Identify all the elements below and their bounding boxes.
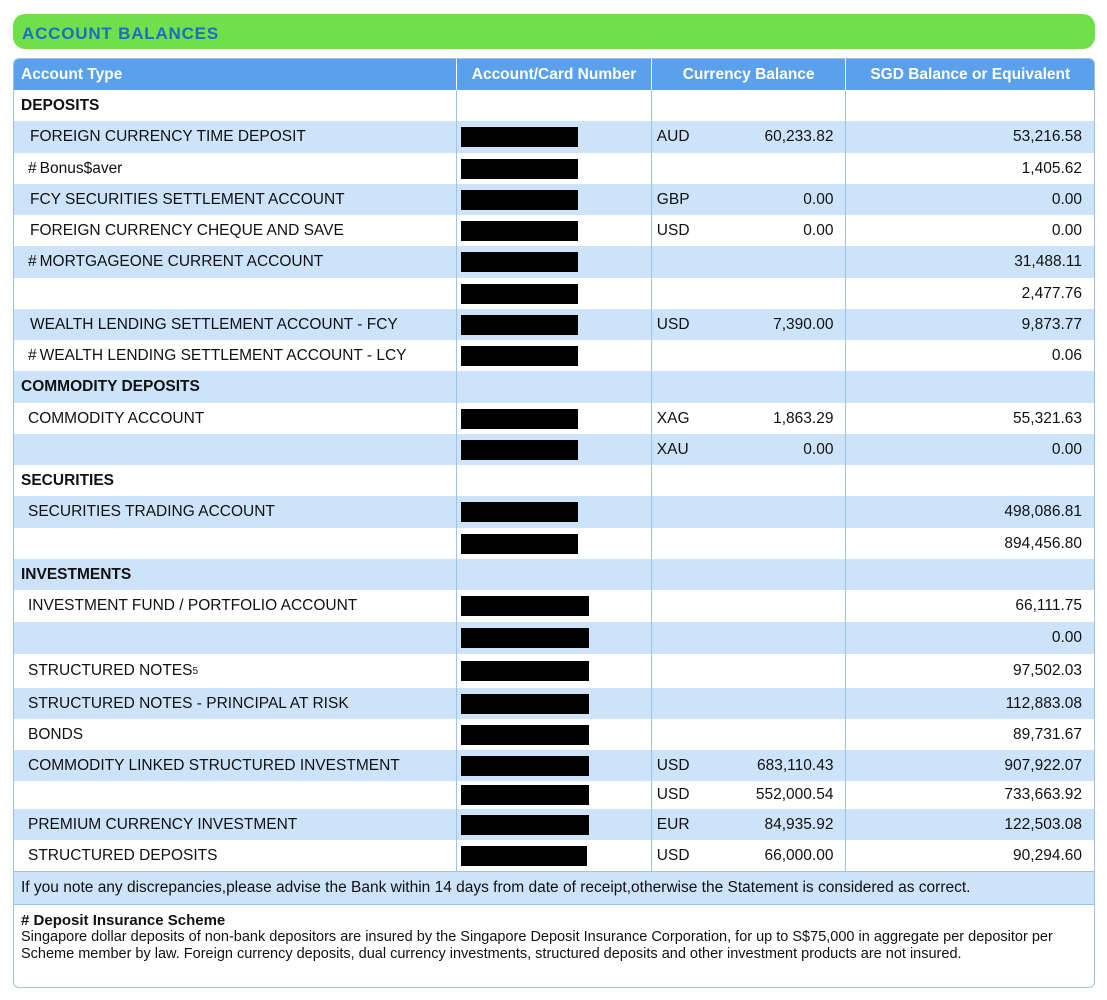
currency-balance-cell: [652, 465, 847, 496]
table-row: [14, 622, 1094, 654]
sgd-amount: 0.06: [1051, 346, 1082, 364]
account-number-cell: [457, 750, 652, 781]
account-number-cell: [457, 403, 652, 434]
section-title: ACCOUNT BALANCES: [22, 24, 219, 43]
sgd-balance-cell: [846, 622, 1094, 654]
account-number-cell: [457, 371, 652, 403]
table-row: [14, 215, 1094, 246]
sgd-balance-cell: [846, 371, 1094, 403]
sgd-balance-cell: [846, 340, 1094, 371]
redacted-account-number: [461, 694, 589, 714]
account-type-label: STRUCTURED NOTES: [28, 662, 193, 679]
currency-amount: 683,110.43: [757, 756, 834, 774]
currency-code: XAG: [656, 409, 690, 427]
col-account-type: Account Type: [14, 59, 457, 90]
account-type-label: FOREIGN CURRENCY TIME DEPOSIT: [30, 128, 306, 145]
redacted-account-number: [461, 628, 589, 648]
table-row: [14, 719, 1094, 750]
redacted-account-number: [461, 159, 578, 179]
currency-balance-cell: [652, 654, 847, 688]
account-number-cell: [457, 465, 652, 496]
account-type-label: INVESTMENT FUND / PORTFOLIO ACCOUNT: [28, 597, 358, 614]
table-row: [14, 309, 1094, 340]
currency-balance-cell: [652, 184, 847, 215]
redacted-account-number: [461, 534, 578, 554]
account-number-cell: [457, 559, 652, 590]
sgd-amount: 0.00: [1051, 440, 1082, 458]
hash-marker: #: [28, 159, 37, 177]
account-type-label: FOREIGN CURRENCY CHEQUE AND SAVE: [30, 221, 344, 239]
redacted-account-number: [461, 346, 578, 366]
account-type-label: PREMIUM CURRENCY INVESTMENT: [28, 815, 298, 833]
discrepancy-note: If you note any discrepancies,please advise the Bank within 14 days from date of receipt,otherwise the Statement is considered as correct.: [14, 871, 1094, 904]
account-type-label: STRUCTURED DEPOSITS: [28, 846, 218, 864]
section-row: [14, 559, 1094, 590]
account-type-cell: [14, 781, 457, 809]
currency-balance-cell: [652, 528, 847, 559]
account-type-label: INVESTMENTS: [21, 565, 132, 583]
disclaimer-body: Singapore dollar deposits of non-bank depositors are insured by the Singapore Deposit Insurance Corporation, for up to S$75,000 in aggregate per depositor per Scheme member by law. Foreign currency deposits, dual currency investments, structured deposits and other investment products are not insured.: [21, 929, 1053, 962]
currency-code: USD: [656, 221, 690, 239]
table-row: [14, 403, 1094, 434]
sgd-amount: 31,488.11: [1014, 253, 1082, 270]
disclaimer-hash: #: [21, 912, 30, 929]
sgd-balance-cell: [846, 688, 1094, 719]
sgd-balance-cell: [846, 121, 1094, 153]
sgd-amount: 0.00: [1051, 629, 1082, 646]
account-type-cell: [14, 434, 457, 465]
account-type-cell: [14, 528, 457, 559]
sgd-amount: 112,883.08: [1005, 694, 1082, 712]
currency-balance-cell: [652, 809, 847, 840]
sgd-amount: 498,086.81: [1004, 503, 1082, 520]
section-label: [14, 559, 457, 590]
account-number-cell: [457, 654, 652, 688]
currency-amount: 0.00: [803, 221, 834, 239]
currency-amount: 66,000.00: [764, 846, 834, 864]
sgd-amount: 733,663.92: [1004, 786, 1082, 803]
table-row: [14, 121, 1094, 153]
account-type-cell: [14, 809, 457, 840]
sgd-balance-cell: [846, 528, 1094, 559]
account-type-label: WEALTH LENDING SETTLEMENT ACCOUNT - FCY: [30, 315, 398, 333]
account-type-cell: [14, 590, 457, 622]
sgd-amount: 122,503.08: [1004, 815, 1082, 833]
sgd-balance-cell: [846, 434, 1094, 465]
sgd-amount: 90,294.60: [1013, 846, 1082, 864]
account-type-cell: [14, 246, 457, 278]
section-label: [14, 90, 457, 121]
table-row: [14, 278, 1094, 309]
currency-balance-cell: [652, 496, 847, 528]
currency-balance-cell: [652, 840, 847, 871]
account-type-label: COMMODITY DEPOSITS: [21, 378, 200, 395]
sgd-balance-cell: [846, 809, 1094, 840]
redacted-account-number: [461, 221, 578, 241]
redacted-account-number: [461, 785, 589, 805]
table-row: [14, 434, 1094, 465]
currency-balance-cell: [652, 90, 847, 121]
sgd-balance-cell: [846, 840, 1094, 871]
redacted-account-number: [461, 815, 589, 835]
account-number-cell: [457, 340, 652, 371]
sgd-amount: 89,731.67: [1013, 725, 1082, 743]
section-label: [14, 465, 457, 496]
account-number-cell: [457, 184, 652, 215]
account-number-cell: [457, 840, 652, 871]
sgd-balance-cell: [846, 246, 1094, 278]
table-row: [14, 688, 1094, 719]
sgd-balance-cell: [846, 90, 1094, 121]
redacted-account-number: [461, 756, 589, 776]
sgd-amount: 9,873.77: [1021, 315, 1082, 333]
sgd-balance-cell: [846, 278, 1094, 309]
table-body: [14, 90, 1094, 871]
redacted-account-number: [461, 409, 578, 429]
col-currency-balance: Currency Balance: [652, 59, 847, 90]
account-type-label: MORTGAGEONE CURRENT ACCOUNT: [39, 253, 324, 270]
currency-balance-cell: [652, 781, 847, 809]
redacted-account-number: [461, 284, 578, 304]
col-account-number: Account/Card Number: [457, 59, 652, 90]
table-row: [14, 654, 1094, 688]
currency-amount: 60,233.82: [764, 128, 834, 145]
sgd-balance-cell: [846, 719, 1094, 750]
currency-amount: 552,000.54: [755, 786, 834, 803]
account-type-label: WEALTH LENDING SETTLEMENT ACCOUNT - LCY: [39, 346, 407, 364]
section-row: [14, 90, 1094, 121]
table-row: [14, 153, 1094, 184]
currency-code: USD: [656, 846, 690, 864]
redacted-account-number: [461, 725, 589, 745]
account-number-cell: [457, 809, 652, 840]
account-type-cell: [14, 403, 457, 434]
footnote-marker: 5: [192, 665, 199, 677]
redacted-account-number: [461, 315, 578, 335]
account-number-cell: [457, 590, 652, 622]
account-type-label: SECURITIES TRADING ACCOUNT: [28, 503, 275, 520]
sgd-amount: 97,502.03: [1013, 662, 1082, 679]
currency-balance-cell: [652, 590, 847, 622]
disclaimer-title-text: Deposit Insurance Scheme: [33, 912, 226, 929]
col-sgd-balance: SGD Balance or Equivalent: [870, 66, 1071, 83]
sgd-balance-cell: [846, 309, 1094, 340]
redacted-account-number: [461, 846, 587, 866]
table-row: [14, 809, 1094, 840]
currency-balance-cell: [652, 153, 847, 184]
account-number-cell: [457, 781, 652, 809]
account-number-cell: [457, 153, 652, 184]
account-type-cell: [14, 309, 457, 340]
account-number-cell: [457, 278, 652, 309]
redacted-account-number: [461, 596, 589, 616]
sgd-balance-cell: [846, 559, 1094, 590]
redacted-account-number: [461, 127, 578, 147]
currency-balance-cell: [652, 622, 847, 654]
account-type-cell: [14, 719, 457, 750]
account-type-cell: [14, 496, 457, 528]
section-label: [14, 371, 457, 403]
account-number-cell: [457, 215, 652, 246]
account-type-label: COMMODITY LINKED STRUCTURED INVESTMENT: [28, 756, 400, 774]
currency-balance-cell: [652, 371, 847, 403]
table-row: [14, 781, 1094, 809]
account-type-cell: [14, 622, 457, 654]
currency-balance-cell: [652, 121, 847, 153]
account-type-cell: [14, 750, 457, 781]
account-type-cell: [14, 121, 457, 153]
account-type-cell: [14, 340, 457, 371]
redacted-account-number: [461, 661, 589, 681]
section-row: [14, 465, 1094, 496]
account-number-cell: [457, 121, 652, 153]
account-type-cell: [14, 184, 457, 215]
currency-balance-cell: [652, 246, 847, 278]
currency-code: XAU: [656, 440, 689, 458]
sgd-balance-cell: [846, 465, 1094, 496]
account-number-cell: [457, 496, 652, 528]
sgd-amount: 0.00: [1051, 221, 1082, 239]
currency-balance-cell: [652, 309, 847, 340]
sgd-balance-cell: [846, 781, 1094, 809]
currency-code: AUD: [656, 128, 690, 145]
currency-balance-cell: [652, 278, 847, 309]
currency-balance-cell: [652, 750, 847, 781]
sgd-balance-cell: [846, 496, 1094, 528]
currency-code: USD: [656, 315, 690, 333]
account-type-label: STRUCTURED NOTES - PRINCIPAL AT RISK: [28, 694, 349, 712]
deposit-insurance-disclaimer: [14, 904, 1094, 963]
currency-balance-cell: [652, 719, 847, 750]
account-number-cell: [457, 688, 652, 719]
account-number-cell: [457, 528, 652, 559]
sgd-amount: 66,111.75: [1015, 597, 1082, 614]
sgd-balance-cell: [846, 590, 1094, 622]
account-number-cell: [457, 90, 652, 121]
account-type-label: DEPOSITS: [21, 96, 100, 114]
account-type-cell: [14, 278, 457, 309]
currency-balance-cell: [652, 688, 847, 719]
currency-amount: 7,390.00: [773, 315, 834, 333]
currency-code: USD: [656, 786, 690, 803]
redacted-account-number: [461, 502, 578, 522]
hash-marker: #: [28, 253, 37, 270]
sgd-amount: 55,321.63: [1013, 409, 1082, 427]
table-row: [14, 590, 1094, 622]
section-header: [13, 14, 1095, 49]
account-type-label: FCY SECURITIES SETTLEMENT ACCOUNT: [30, 190, 345, 208]
table-row: [14, 340, 1094, 371]
account-type-label: BONDS: [28, 725, 84, 743]
sgd-balance-cell: [846, 654, 1094, 688]
sgd-amount: 894,456.80: [1004, 534, 1082, 552]
currency-balance-cell: [652, 403, 847, 434]
sgd-amount: 53,216.58: [1013, 128, 1082, 145]
section-row: [14, 371, 1094, 403]
sgd-amount: 907,922.07: [1004, 756, 1082, 774]
account-type-label: SECURITIES: [21, 471, 115, 489]
sgd-amount: 1,405.62: [1021, 159, 1082, 177]
currency-code: GBP: [656, 190, 690, 208]
table-row: [14, 496, 1094, 528]
account-number-cell: [457, 246, 652, 278]
table-row: [14, 750, 1094, 781]
currency-balance-cell: [652, 215, 847, 246]
currency-amount: 0.00: [803, 440, 834, 458]
account-type-cell: [14, 654, 457, 688]
hash-marker: #: [28, 346, 37, 364]
account-type-label: Bonus$aver: [39, 159, 123, 177]
account-type-cell: [14, 688, 457, 719]
table-row: [14, 528, 1094, 559]
currency-balance-cell: [652, 340, 847, 371]
currency-balance-cell: [652, 434, 847, 465]
account-number-cell: [457, 622, 652, 654]
sgd-amount: 2,477.76: [1021, 284, 1082, 302]
currency-amount: 1,863.29: [773, 409, 834, 427]
sgd-balance-cell: [846, 184, 1094, 215]
account-number-cell: [457, 434, 652, 465]
sgd-balance-cell: [846, 403, 1094, 434]
currency-balance-cell: [652, 559, 847, 590]
table-row: [14, 840, 1094, 871]
account-type-cell: [14, 153, 457, 184]
currency-amount: 0.00: [803, 190, 834, 208]
redacted-account-number: [461, 190, 578, 210]
table-row: [14, 246, 1094, 278]
sgd-balance-cell: [846, 153, 1094, 184]
account-type-cell: [14, 215, 457, 246]
currency-amount: 84,935.92: [764, 815, 834, 833]
account-type-cell: [14, 840, 457, 871]
table-row: [14, 184, 1094, 215]
currency-code: EUR: [656, 815, 690, 833]
redacted-account-number: [461, 252, 578, 272]
account-number-cell: [457, 719, 652, 750]
redacted-account-number: [461, 440, 578, 460]
sgd-balance-cell: [846, 750, 1094, 781]
disclaimer-title: [21, 912, 1087, 929]
account-type-label: COMMODITY ACCOUNT: [28, 409, 205, 427]
account-number-cell: [457, 309, 652, 340]
sgd-balance-cell: [846, 215, 1094, 246]
table-header-row: [14, 59, 1094, 90]
account-balances-table: [13, 58, 1095, 988]
sgd-amount: 0.00: [1051, 190, 1082, 208]
currency-code: USD: [656, 756, 690, 774]
